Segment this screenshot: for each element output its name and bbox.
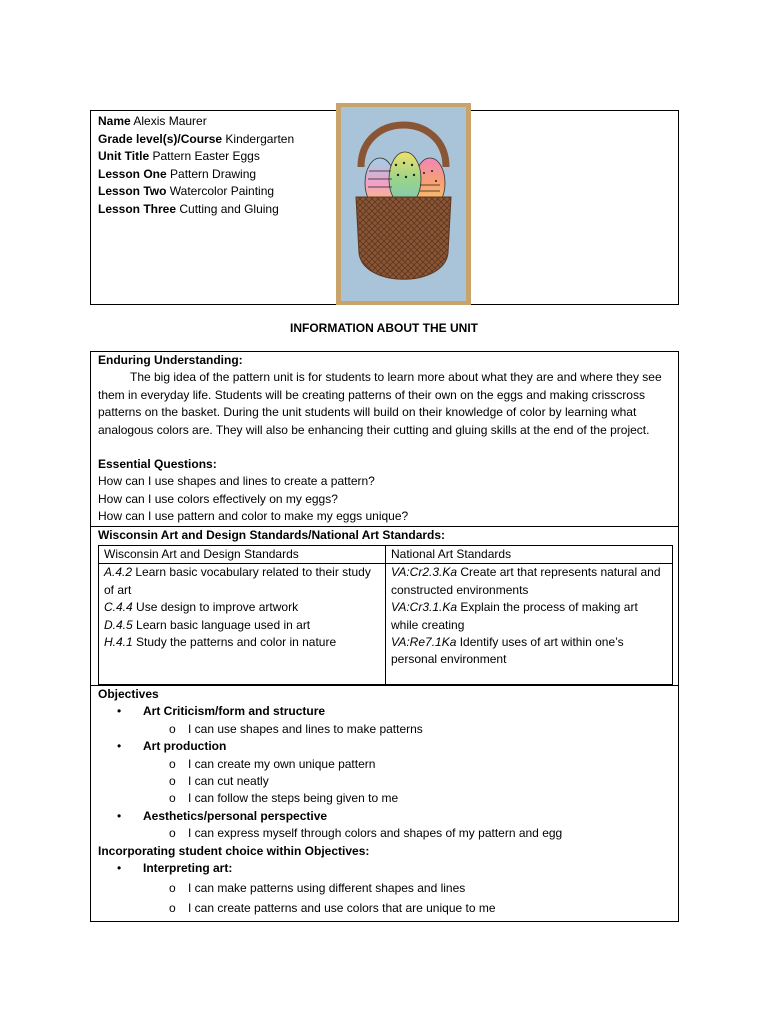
table-header-row	[99, 546, 673, 564]
wi-standard-item: D.4.5 Learn basic language used in art	[104, 617, 311, 632]
unit-title-row: Unit Title Pattern Easter Eggs	[98, 149, 260, 163]
na-standard-item: VA:Re7.1Ka Identify uses of art within one’s personal environment	[391, 635, 624, 667]
grade-value: Kindergarten	[225, 131, 295, 146]
essential-questions-title: Essential Questions:	[98, 457, 217, 471]
standards-table	[98, 545, 673, 685]
enduring-understanding-text: The big idea of the pattern unit is for students to learn more about what they are and where they see them in everyday life. Students will be creating patterns of their own on the eggs and making crisscross patterns on the basket. During the unit students will build on their knowledge of color by learning what analogous colors are. They will also be enhancing their cutting and gluing skills at the end of the project.	[98, 370, 662, 437]
wisconsin-standards-cell	[99, 564, 386, 685]
lesson-three-row: Lesson Three Cutting and Gluing	[98, 201, 279, 216]
question-item: How can I use shapes and lines to create a pattern?	[98, 474, 375, 489]
objective-item: o I can express myself through colors and shapes of my pattern and egg	[188, 825, 562, 842]
question-item: How can I use pattern and color to make my eggs unique?	[98, 509, 409, 524]
name-value: Alexis Maurer	[133, 114, 207, 128]
objectives-title: Objectives	[98, 687, 159, 701]
national-standards-cell	[386, 564, 673, 685]
standards-box	[90, 526, 679, 686]
objective-item: o I can make patterns using different shapes and lines	[188, 880, 465, 897]
wi-standard-item: C.4.4 Use design to improve artwork	[104, 600, 299, 615]
wi-standard-item: A.4.2 Learn basic vocabulary related to their study of art	[104, 565, 371, 597]
enduring-understanding-title: Enduring Understanding:	[98, 353, 243, 367]
question-item: How can I use colors effectively on my eggs?	[98, 491, 338, 506]
na-standard-item: VA:Cr2.3.Ka Create art that represents natural and constructed environments	[391, 565, 661, 597]
grade-row: Grade level(s)/Course Kindergarten	[98, 131, 295, 146]
lesson-one-row: Lesson One Pattern Drawing	[98, 166, 257, 181]
easter-basket-artwork-photo	[336, 103, 471, 305]
objective-category: • Aesthetics/personal perspective	[143, 808, 327, 825]
objective-item: o I can create my own unique pattern	[188, 756, 375, 773]
objective-item: o I can follow the steps being given to me	[188, 790, 398, 807]
objective-item: o I can create patterns and use colors that are unique to me	[188, 900, 496, 917]
objective-category: • Interpreting art:	[143, 860, 232, 877]
objectives-box	[90, 685, 679, 922]
standards-title: Wisconsin Art and Design Standards/National Art Standards:	[98, 528, 446, 542]
name-row: Name Alexis Maurer	[98, 114, 207, 128]
objective-category: • Art Criticism/form and structure	[143, 703, 325, 720]
enduring-understanding-box	[90, 351, 679, 527]
lesson-two-row: Lesson Two Watercolor Painting	[98, 184, 275, 198]
na-standard-item: VA:Cr3.1.Ka Explain the process of making art while creating	[391, 600, 638, 632]
wi-standard-item: H.4.1 Study the patterns and color in nature	[104, 635, 337, 650]
objective-item: o I can use shapes and lines to make patterns	[188, 721, 423, 738]
objective-category: • Art production	[143, 738, 226, 755]
unit-info-heading: INFORMATION ABOUT THE UNIT	[290, 321, 478, 335]
wisconsin-column-header: Wisconsin Art and Design Standards	[99, 546, 386, 564]
national-column-header: National Art Standards	[386, 546, 673, 564]
unit-title-value: Pattern Easter Eggs	[152, 149, 260, 163]
objective-item: o I can cut neatly	[188, 773, 269, 790]
student-choice-title: Incorporating student choice within Objectives:	[98, 843, 370, 858]
table-row	[99, 564, 673, 685]
